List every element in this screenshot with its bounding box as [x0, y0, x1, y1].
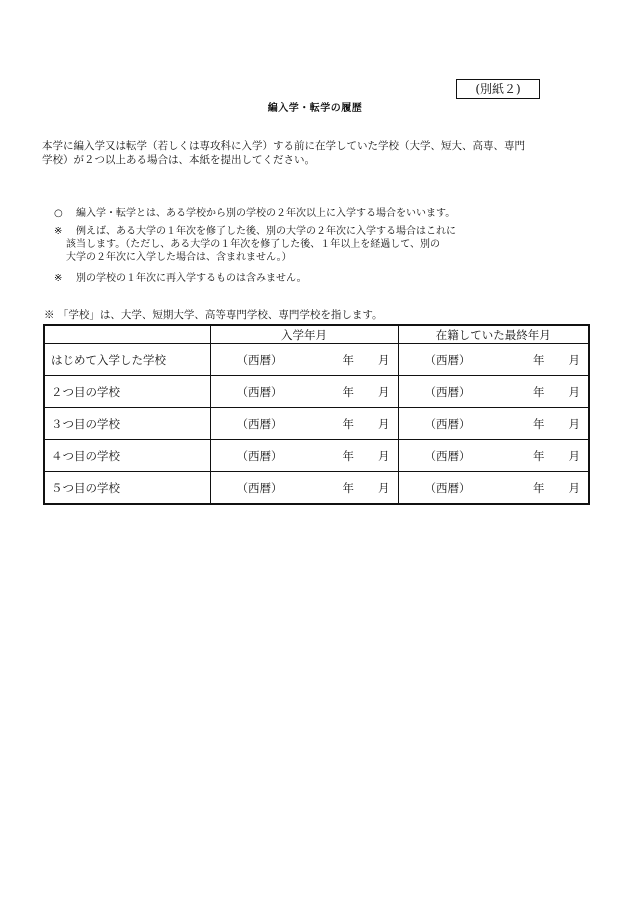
month-label: 月: [568, 448, 580, 463]
year-label: 年: [342, 480, 354, 495]
last-enrolled-date-field[interactable]: [398, 344, 589, 376]
enrollment-date-field[interactable]: [210, 472, 398, 505]
intro-paragraph: [42, 139, 590, 167]
page-title: 編入学・転学の履歴: [267, 103, 363, 114]
note-text: 例えば、ある大学の１年次を修了した後、別の大学の２年次に入学する場合はこれに: [76, 226, 456, 237]
era-label: （西暦）: [424, 448, 471, 463]
table-row: [44, 408, 589, 440]
note-example: [54, 225, 456, 264]
table-row: [44, 376, 589, 408]
school-order-label: ３つ目の学校: [44, 408, 210, 440]
attachment-label: (別紙２): [456, 79, 540, 99]
note-exclusion: [54, 272, 307, 285]
year-label: 年: [533, 384, 545, 399]
month-label: 月: [378, 480, 390, 495]
header-blank: [44, 325, 210, 344]
era-label: （西暦）: [236, 448, 283, 463]
school-order-label: はじめて入学した学校: [44, 344, 210, 376]
scope-note: ※ 「学校」は、大学、短期大学、高等専門学校、専門学校を指します。: [44, 309, 383, 321]
note-mark: ※: [54, 273, 63, 284]
era-label: （西暦）: [424, 384, 471, 399]
month-label: 月: [568, 384, 580, 399]
intro-line-2: 学校）が２つ以上ある場合は、本紙を提出してください。: [42, 154, 315, 166]
note-mark: ※: [54, 226, 63, 237]
year-label: 年: [342, 384, 354, 399]
era-label: （西暦）: [236, 352, 283, 367]
year-label: 年: [533, 448, 545, 463]
month-label: 月: [568, 352, 580, 367]
intro-line-1: 本学に編入学又は転学（若しくは専攻科に入学）する前に在学していた学校（大学、短大、高専、専門: [42, 140, 525, 152]
last-enrolled-date-field[interactable]: [398, 472, 589, 505]
year-label: 年: [533, 352, 545, 367]
enrollment-date-field[interactable]: [210, 440, 398, 472]
school-order-label: ５つ目の学校: [44, 472, 210, 505]
enrollment-date-field[interactable]: [210, 344, 398, 376]
year-label: 年: [342, 352, 354, 367]
era-label: （西暦）: [236, 416, 283, 431]
last-enrolled-date-field[interactable]: [398, 408, 589, 440]
note-text: 該当します。（ただし、ある大学の１年次を修了した後、１年以上を経過して、別の: [66, 239, 440, 250]
year-label: 年: [342, 416, 354, 431]
month-label: 月: [568, 416, 580, 431]
note-text: 別の学校の１年次に再入学するものは含みません。: [76, 273, 307, 284]
table-header-row: [44, 325, 589, 344]
last-enrolled-date-field[interactable]: [398, 376, 589, 408]
month-label: 月: [378, 416, 390, 431]
school-order-label: ４つ目の学校: [44, 440, 210, 472]
header-enrollment-date: 入学年月: [210, 325, 398, 344]
month-label: 月: [378, 384, 390, 399]
school-history-table: [43, 324, 590, 505]
note-mark: ○: [54, 208, 63, 219]
era-label: （西暦）: [424, 352, 471, 367]
note-text: 大学の２年次に入学した場合は、含まれません。）: [66, 252, 292, 263]
note-text: 編入学・転学とは、ある学校から別の学校の２年次以上に入学する場合をいいます。: [76, 208, 456, 219]
table-row: [44, 440, 589, 472]
enrollment-date-field[interactable]: [210, 408, 398, 440]
era-label: （西暦）: [424, 416, 471, 431]
note-definition: [54, 207, 455, 220]
month-label: 月: [378, 448, 390, 463]
header-last-enrolled-date: 在籍していた最終年月: [398, 325, 589, 344]
era-label: （西暦）: [424, 480, 471, 495]
table-row: [44, 344, 589, 376]
month-label: 月: [378, 352, 390, 367]
school-order-label: ２つ目の学校: [44, 376, 210, 408]
month-label: 月: [568, 480, 580, 495]
table-row: [44, 472, 589, 505]
era-label: （西暦）: [236, 480, 283, 495]
last-enrolled-date-field[interactable]: [398, 440, 589, 472]
enrollment-date-field[interactable]: [210, 376, 398, 408]
year-label: 年: [533, 416, 545, 431]
year-label: 年: [342, 448, 354, 463]
year-label: 年: [533, 480, 545, 495]
era-label: （西暦）: [236, 384, 283, 399]
